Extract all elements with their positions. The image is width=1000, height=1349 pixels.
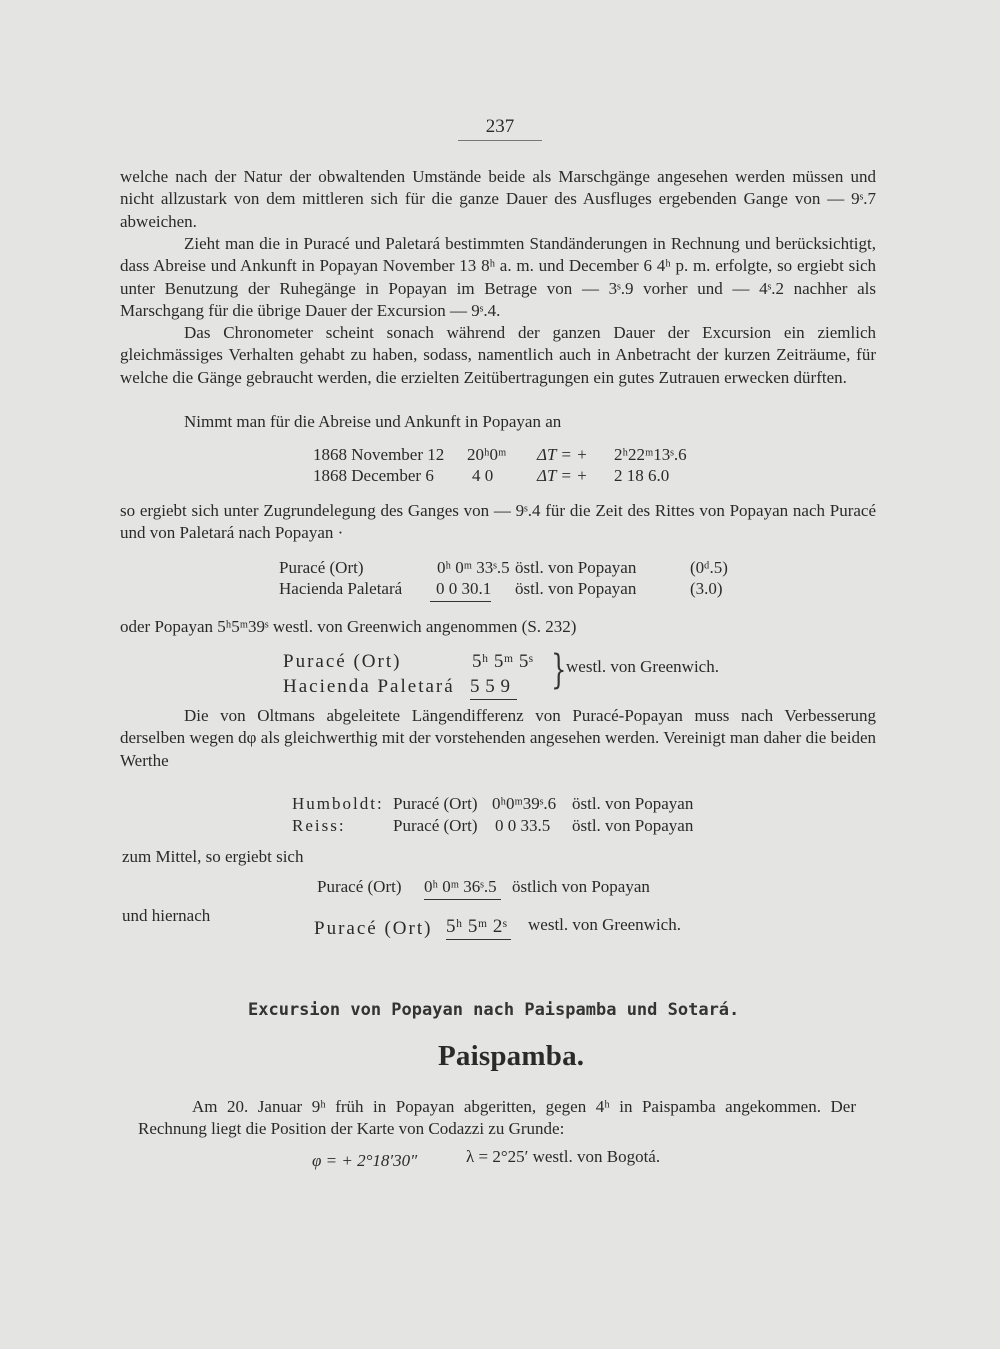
paragraph-ganges: so ergiebt sich unter Zugrundelegung des Ganges von — 9ˢ.4 für die Zeit des Rittes von Popayan nach Puracé und von Paletará nach Popayan ·	[120, 501, 876, 543]
paragraph-paispamba: Am 20. Januar 9ʰ früh in Popayan abgeritten, gegen 4ʰ in Paispamba angekommen. Der Rechnung liegt die Position der Karte von Codazzi zu Grunde:	[138, 1097, 856, 1139]
section-title: Excursion von Popayan nach Paispamba und Sotará.	[248, 1000, 740, 1020]
diff-value-2: 0 0 30.1	[430, 578, 491, 602]
diff-note-1: (0ᵈ.5)	[690, 558, 728, 577]
delta-t-value-2: 2 18 6.0	[614, 466, 670, 485]
delta-t-2: ΔT = +	[537, 466, 588, 485]
result1-value: 0ʰ 0ᵐ 36ˢ.5	[424, 876, 501, 900]
result1-dir: östlich von Popayan	[512, 877, 650, 896]
diff-value-1: 0ʰ 0ᵐ 33ˢ.5	[437, 558, 510, 577]
green-suffix: westl. von Greenwich.	[566, 657, 719, 676]
page-number-rule	[458, 140, 542, 141]
green-place-1: Puracé (Ort)	[283, 651, 402, 672]
werthe-dir-1: östl. von Popayan	[572, 794, 694, 813]
result2-place: Puracé (Ort)	[314, 918, 433, 939]
date-day: 12	[427, 445, 445, 464]
green-value-2: 5 5 9	[470, 676, 517, 700]
brace-icon: }	[551, 647, 567, 693]
coord-lambda: λ = 2°25′ westl. von Bogotá.	[466, 1147, 661, 1166]
werthe-place-1: Puracé (Ort)	[393, 794, 478, 813]
diff-note-2: (3.0)	[690, 579, 723, 598]
paragraph-hiernach: und hiernach	[122, 906, 211, 925]
page-number: 237	[485, 116, 515, 137]
date-time-1: 20ʰ0ᵐ	[467, 445, 507, 464]
date-year: 1868	[313, 466, 347, 485]
werthe-author-2: Reiss:	[292, 816, 346, 835]
diff-dir-1: östl. von Popayan	[515, 558, 637, 577]
date-year: 1868	[313, 445, 347, 464]
green-place-2: Hacienda Paletará	[283, 676, 455, 697]
diff-place-2: Hacienda Paletará	[279, 579, 403, 598]
diff-place-1: Puracé (Ort)	[279, 558, 364, 577]
date-time-2: 4 0	[472, 466, 494, 485]
result2-value: 5ʰ 5ᵐ 2ˢ	[446, 916, 511, 940]
paragraph-chronometer: Das Chronometer scheint sonach während der ganzen Dauer der Excursion ein ziemlich gleichmässiges Verhalten gehabt zu haben, sodass, namentlich auch in Anbetracht der kurzen Zeiträume, für welche die Gänge gebraucht werden, die erzielten Zeitübertragungen ein gutes Zutrauen erwecken dürften.	[120, 323, 876, 387]
paragraph-mittel: zum Mittel, so ergiebt sich	[122, 847, 304, 866]
green-value-1: 5ʰ 5ᵐ 5ˢ	[472, 651, 534, 672]
delta-t-1: ΔT = +	[537, 445, 588, 464]
paragraph-greenwich: oder Popayan 5ʰ5ᵐ39ˢ westl. von Greenwich angenommen (S. 232)	[120, 617, 577, 636]
date-month: November	[351, 445, 424, 464]
paragraph-continuation: welche nach der Natur der obwaltenden Umstände beide als Marschgänge angesehen werden müssen und nicht allzustark von dem mittleren sich für die ganze Dauer des Ausfluges ergebenden Gange von — 9ˢ.7 abweichen.	[120, 167, 876, 231]
date-row-1	[313, 444, 444, 466]
werthe-place-2: Puracé (Ort)	[393, 816, 478, 835]
date-row-2	[313, 465, 434, 487]
heading-paispamba: Paispamba.	[438, 1040, 585, 1072]
coord-phi: φ = + 2°18′30″	[312, 1151, 418, 1170]
paragraph-oltmans: Die von Oltmans abgeleitete Längendifferenz von Puracé-Popayan muss nach Verbesserung derselben wegen dφ als gleichwerthig mit der vorstehenden angesehen werden. Vereinigt man daher die beiden Werthe	[120, 706, 876, 770]
werthe-dir-2: östl. von Popayan	[572, 816, 694, 835]
werthe-value-1: 0ʰ0ᵐ39ˢ.6	[492, 794, 557, 813]
diff-dir-2: östl. von Popayan	[515, 579, 637, 598]
werthe-author-1: Humboldt:	[292, 794, 384, 813]
paragraph-standaenderungen: Zieht man die in Puracé und Paletará bestimmten Standänderungen in Rechnung und berücksichtigt, dass Abreise und Ankunft in Popayan November 13 8ʰ a. m. und December 6 4ʰ p. m. erfolgte, so ergiebt sich unter Benutzung der Ruhegänge in Popayan im Betrage von — 3ˢ.9 vorher und — 4ˢ.2 nachher als Marschgang für die übrige Dauer der Excursion — 9ˢ.4.	[120, 234, 876, 320]
werthe-value-2: 0 0 33.5	[495, 816, 551, 835]
result1-place: Puracé (Ort)	[317, 877, 402, 896]
delta-t-value-1: 2ʰ22ᵐ13ˢ.6	[614, 445, 687, 464]
date-day: 6	[425, 466, 434, 485]
date-month: December	[351, 466, 422, 485]
paragraph-abreise: Nimmt man für die Abreise und Ankunft in Popayan an	[184, 412, 562, 431]
result2-dir: westl. von Greenwich.	[528, 915, 681, 934]
